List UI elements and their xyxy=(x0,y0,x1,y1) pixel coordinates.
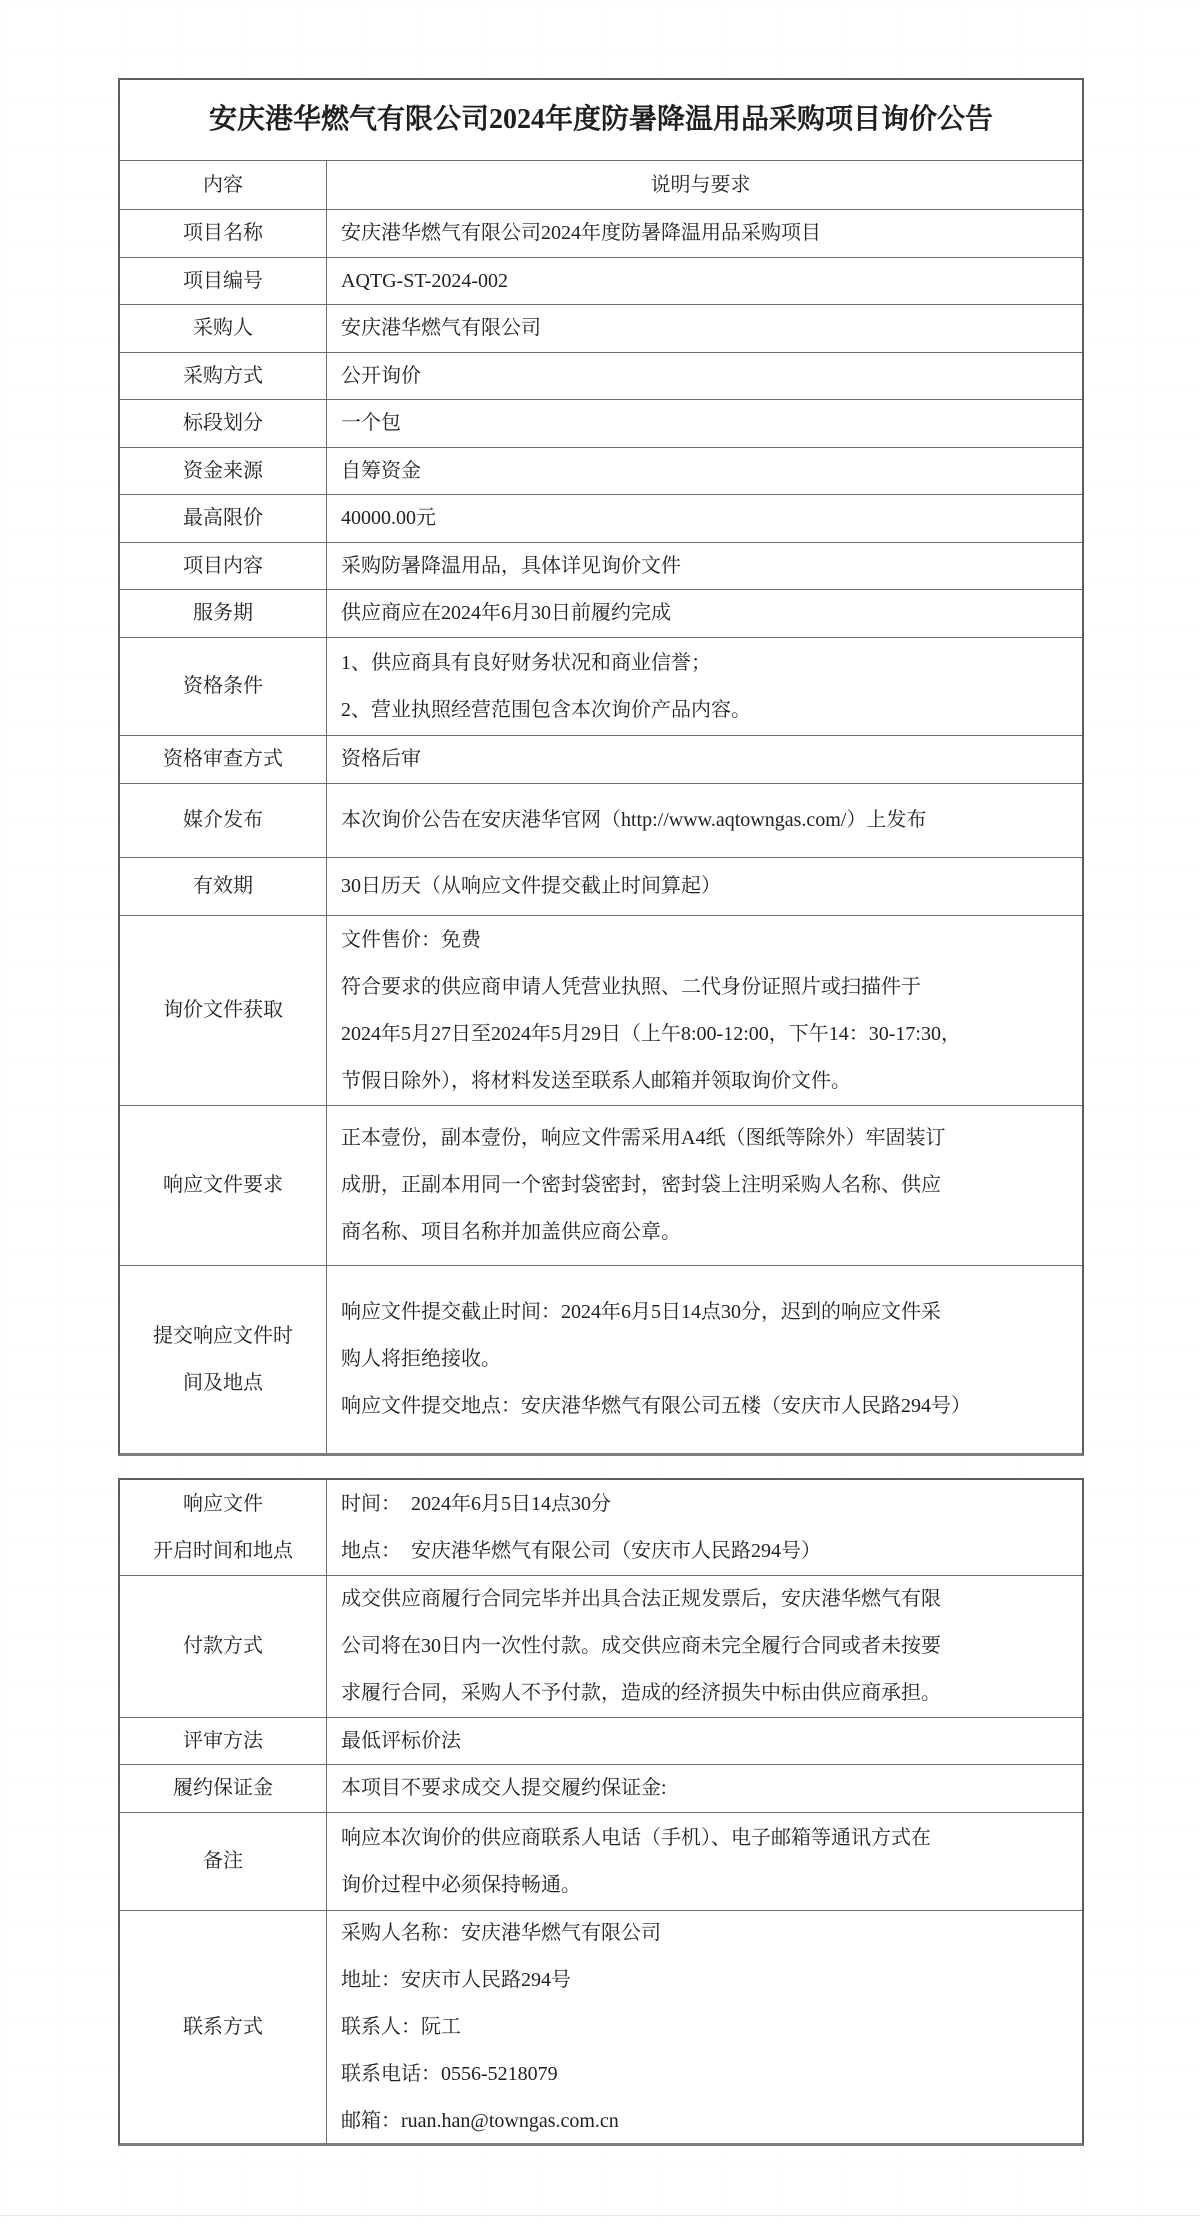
row-label-cell xyxy=(120,784,327,857)
value-text-line: 本项目不要求成交人提交履约保证金: xyxy=(341,1777,667,1799)
value-text-line: 公开询价 xyxy=(341,364,421,387)
label-text-line: 项目内容 xyxy=(183,554,263,577)
row-label-cell xyxy=(120,736,327,783)
row-label-cell xyxy=(120,858,327,915)
value-text-line: 30日历天（从响应文件提交截止时间算起） xyxy=(341,875,721,897)
announcement-table-continued xyxy=(118,1478,1084,2146)
label-text-line: 资格审查方式 xyxy=(163,748,283,770)
table-row xyxy=(120,209,1082,257)
row-label-cell xyxy=(120,1813,327,1910)
table-row xyxy=(120,915,1082,1105)
value-text-line: 文件售价：免费 xyxy=(341,928,481,951)
value-text-line: 响应文件提交地点：安庆港华燃气有限公司五楼（安庆市人民路294号） xyxy=(341,1395,971,1417)
value-text-line: 供应商应在2024年6月30日前履约完成 xyxy=(341,602,671,624)
value-text-line: 采购防暑降温用品，具体详见询价文件 xyxy=(341,554,681,577)
row-value-cell xyxy=(327,400,1082,447)
table-header-row xyxy=(120,160,1082,209)
page-bottom-divider xyxy=(0,2215,1200,2216)
row-label-cell xyxy=(120,448,327,494)
row-label-cell xyxy=(120,258,327,304)
value-text-line: 节假日除外），将材料发送至联系人邮箱并领取询价文件。 xyxy=(341,1069,851,1092)
row-label-cell xyxy=(120,1911,327,2143)
row-label-cell xyxy=(120,495,327,542)
value-text-line: 符合要求的供应商申请人凭营业执照、二代身份证照片或扫描件于 xyxy=(341,975,921,998)
value-text-line: 安庆港华燃气有限公司2024年度防暑降温用品采购项目 xyxy=(341,222,821,244)
value-text-line: 自筹资金 xyxy=(341,459,421,482)
label-text-line: 提交响应文件时 xyxy=(153,1324,293,1347)
value-text-line: 联系人：阮工 xyxy=(341,2015,461,2038)
label-text-line: 间及地点 xyxy=(183,1371,263,1394)
header-label-cell xyxy=(120,161,327,209)
label-text-line: 开启时间和地点 xyxy=(153,1539,293,1562)
value-text-line: 2、营业执照经营范围包含本次询价产品内容。 xyxy=(341,698,751,721)
value-text-line: 1、供应商具有良好财务状况和商业信誉； xyxy=(341,651,711,674)
value-text-line: 一个包 xyxy=(341,412,401,434)
value-text-line: 成册，正副本用同一个密封袋密封，密封袋上注明采购人名称、供应 xyxy=(341,1174,941,1196)
table-row xyxy=(120,447,1082,494)
row-value-cell xyxy=(327,448,1082,494)
row-value-cell xyxy=(327,858,1082,915)
label-text-line: 最高限价 xyxy=(183,507,263,529)
row-value-cell xyxy=(327,1765,1082,1812)
value-text-line: 购人将拒绝接收。 xyxy=(341,1348,501,1370)
label-text-line: 有效期 xyxy=(193,875,253,897)
label-text-line: 项目名称 xyxy=(183,222,263,244)
row-value-cell xyxy=(327,1266,1082,1453)
row-value-cell xyxy=(327,1718,1082,1764)
table-row xyxy=(120,1105,1082,1265)
table-row xyxy=(120,735,1082,783)
row-label-cell xyxy=(120,1718,327,1764)
table-row xyxy=(120,589,1082,637)
value-text-line: 40000.00元 xyxy=(341,507,436,529)
table-row xyxy=(120,783,1082,857)
row-label-cell xyxy=(120,210,327,257)
row-value-cell xyxy=(327,1480,1082,1575)
table-row xyxy=(120,1265,1082,1453)
table-row xyxy=(120,1910,1082,2143)
row-value-cell xyxy=(327,210,1082,257)
row-label-cell xyxy=(120,916,327,1105)
row-value-cell xyxy=(327,916,1082,1105)
label-text-line: 服务期 xyxy=(193,602,253,624)
table-row xyxy=(120,80,1082,160)
row-value-cell xyxy=(327,784,1082,857)
value-text-line: 2024年5月27日至2024年5月29日（上午8:00-12:00，下午14：30-17:30， xyxy=(341,1022,961,1045)
value-text-line: 公司将在30日内一次性付款。成交供应商未完全履行合同或者未按要 xyxy=(341,1635,941,1657)
label-text-line: 媒介发布 xyxy=(183,809,263,831)
value-text-line: 商名称、项目名称并加盖供应商公章。 xyxy=(341,1221,681,1243)
value-text-line: 响应本次询价的供应商联系人电话（手机）、电子邮箱等通讯方式在 xyxy=(341,1826,931,1849)
label-text-line: 询价文件获取 xyxy=(163,999,283,1021)
row-label-cell xyxy=(120,1106,327,1265)
value-text-line: 安庆港华燃气有限公司 xyxy=(341,317,541,339)
row-label-cell xyxy=(120,590,327,637)
announcement-table-main xyxy=(118,78,1084,1456)
row-value-cell xyxy=(327,1576,1082,1717)
label-text-line: 付款方式 xyxy=(183,1635,263,1657)
label-text-line: 履约保证金 xyxy=(173,1777,273,1799)
row-value-cell xyxy=(327,638,1082,735)
table-row xyxy=(120,1717,1082,1764)
table-row xyxy=(120,857,1082,915)
table-row xyxy=(120,1480,1082,1575)
row-label-cell xyxy=(120,353,327,399)
value-text-line: 询价过程中必须保持畅通。 xyxy=(341,1873,581,1896)
value-text-line: 成交供应商履行合同完毕并出具合法正规发票后，安庆港华燃气有限 xyxy=(341,1588,941,1610)
value-text-line: 最低评标价法 xyxy=(341,1729,461,1752)
label-text-line: 资金来源 xyxy=(183,459,263,482)
label-text-line: 采购方式 xyxy=(183,364,263,387)
row-value-cell xyxy=(327,305,1082,352)
label-text-line: 备注 xyxy=(203,1850,243,1872)
header-value-text: 说明与要求 xyxy=(650,173,751,196)
row-value-cell xyxy=(327,1813,1082,1910)
row-label-cell xyxy=(120,543,327,589)
value-text-line: 响应文件提交截止时间：2024年6月5日14点30分，迟到的响应文件采 xyxy=(341,1301,941,1323)
value-text-line: 正本壹份，副本壹份，响应文件需采用A4纸（图纸等除外）牢固装订 xyxy=(341,1127,946,1149)
value-text-line: 联系电话：0556-5218079 xyxy=(341,2062,558,2085)
label-text-line: 联系方式 xyxy=(183,2015,263,2038)
row-value-cell xyxy=(327,258,1082,304)
row-value-cell xyxy=(327,590,1082,637)
table-row xyxy=(120,494,1082,542)
table-row xyxy=(120,1764,1082,1812)
table-row xyxy=(120,304,1082,352)
table-row xyxy=(120,399,1082,447)
value-text-line: 采购人名称：安庆港华燃气有限公司 xyxy=(341,1921,661,1944)
value-text-line: 地点： 安庆港华燃气有限公司（安庆市人民路294号） xyxy=(341,1539,821,1562)
table-row xyxy=(120,1575,1082,1717)
row-label-cell xyxy=(120,1480,327,1575)
label-text-line: 采购人 xyxy=(193,317,253,339)
label-text-line: 响应文件要求 xyxy=(163,1174,283,1196)
row-label-cell xyxy=(120,1576,327,1717)
label-text-line: 标段划分 xyxy=(183,412,263,434)
label-text-line: 评审方法 xyxy=(183,1729,263,1752)
table-row xyxy=(120,542,1082,589)
row-value-cell xyxy=(327,736,1082,783)
table-row xyxy=(120,637,1082,735)
announcement-title: 安庆港华燃气有限公司2024年度防暑降温用品采购项目询价公告 xyxy=(208,104,993,135)
row-label-cell xyxy=(120,305,327,352)
value-text-line: 资格后审 xyxy=(341,748,421,770)
label-text-line: 响应文件 xyxy=(183,1492,263,1515)
row-value-cell xyxy=(327,353,1082,399)
label-text-line: 资格条件 xyxy=(183,675,263,697)
value-text-line: 求履行合同，采购人不予付款，造成的经济损失中标由供应商承担。 xyxy=(341,1682,941,1704)
row-label-cell xyxy=(120,1765,327,1812)
row-value-cell xyxy=(327,1911,1082,2143)
row-value-cell xyxy=(327,543,1082,589)
row-label-cell xyxy=(120,638,327,735)
label-text-line: 项目编号 xyxy=(183,269,263,292)
row-value-cell xyxy=(327,495,1082,542)
row-label-cell xyxy=(120,1266,327,1453)
value-text-line: AQTG-ST-2024-002 xyxy=(341,269,509,292)
value-text-line: 时间： 2024年6月5日14点30分 xyxy=(341,1492,611,1515)
value-text-line: 邮箱：ruan.han@towngas.com.cn xyxy=(341,2109,619,2132)
row-value-cell xyxy=(327,1106,1082,1265)
header-value-cell xyxy=(327,161,1082,209)
table-row xyxy=(120,1812,1082,1910)
header-label-text: 内容 xyxy=(203,173,243,196)
value-text-line: 本次询价公告在安庆港华官网（http://www.aqtowngas.com/）上发布 xyxy=(341,809,927,831)
table-row xyxy=(120,352,1082,399)
row-label-cell xyxy=(120,400,327,447)
value-text-line: 地址：安庆市人民路294号 xyxy=(341,1968,571,1991)
table-row xyxy=(120,257,1082,304)
